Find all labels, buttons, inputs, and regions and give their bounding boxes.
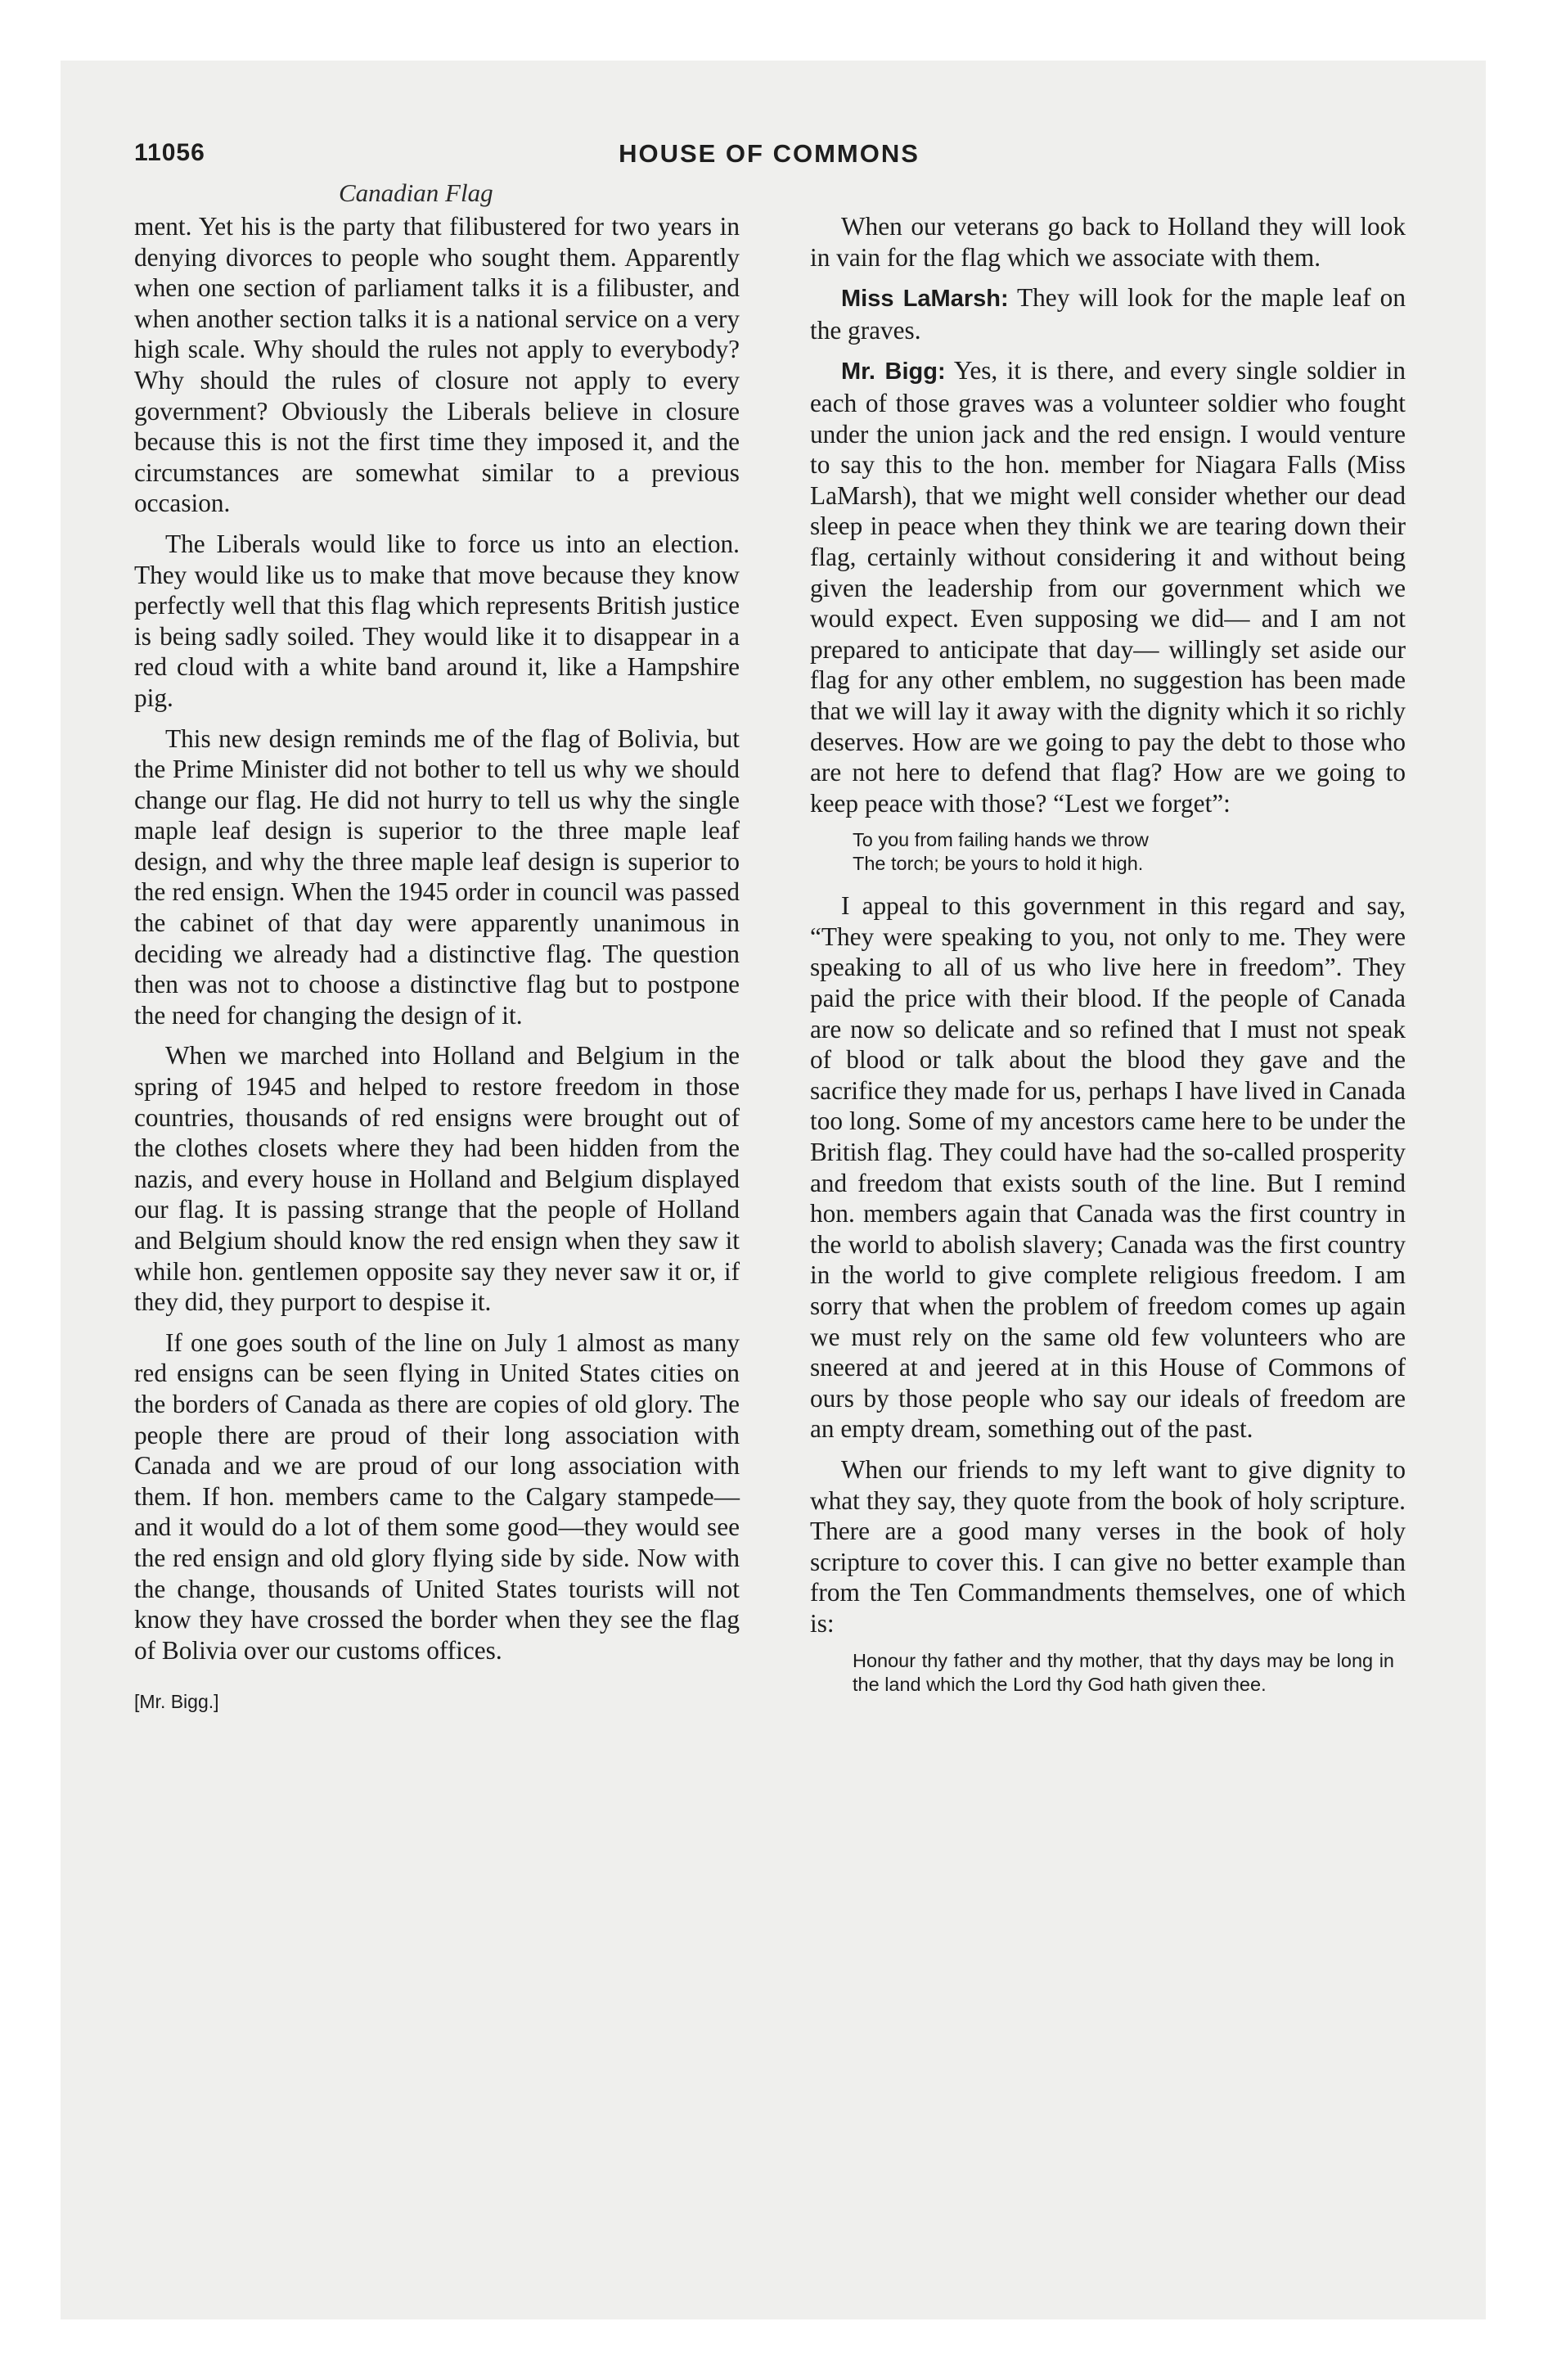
section-title: Canadian Flag [339,178,493,207]
page-header [134,139,1404,185]
running-title: HOUSE OF COMMONS [619,139,920,168]
left-column [134,211,740,1718]
paragraph: When we marched into Holland and Belgium in the spring of 1945 and helped to restore freedom in those countries, thousands of red ensigns were brought out of the clothes closets where they had been hidden from the nazis, and every house in Holland and Belgium displayed our flag. It is passing strange that the people of Holland and Belgium should know the red ensign when they saw it while hon. gentlemen opposite say they never saw it or, if they did, they purport to despise it. [134,1041,740,1317]
speaker-name: Miss LaMarsh: [841,286,1009,313]
paragraph: When our friends to my left want to give dignity to what they say, they quote from the book of holy scripture. There are a good many verses in the book of holy scripture to cover this. I can give no better example than from the Ten Commandments themselves, one of which is: [810,1454,1406,1638]
speaker-name: Mr. Bigg: [841,358,946,385]
paragraph: This new design reminds me of the flag of Bolivia, but the Prime Minister did not bother to tell us why we should change our flag. He did not hurry to tell us why the single maple leaf design is superior to the three maple leaf design, and why the three maple leaf design is superior to the red ensign. When the 1945 order in council was passed the cabinet of that day were apparently unanimous in deciding we already had a distinctive flag. The question then was not to choose a distinctive flag but to postpone the need for changing the design of it. [134,723,740,1030]
speaker-attribution: [Mr. Bigg.] [134,1691,219,1713]
verse-line: The torch; be yours to hold it high. [853,853,1144,875]
right-column [810,211,1406,1711]
speech-text: Yes, it is there, and every single soldier in each of those graves was a volunteer soldier who fought under the union jack and the red ensign. I would venture to say this to the hon. member for Niagara Falls (Miss LaMarsh), that we might well consider whether our dead sleep in peace when they think we are tearing down their flag, certainly without considering it and without being given the leadership from our government which we would expect. Even supposing we did— and I am not prepared to anticipate that day— willingly set aside our flag for any other emblem, no suggestion has been made that we will lay it away with the dignity which it so richly deserves. How are we going to pay the debt to those who are not here to defend that flag? How are we going to keep peace with those? “Lest we forget”: [810,356,1406,818]
paragraph: If one goes south of the line on July 1 almost as many red ensigns can be seen flying in United States cities on the borders of Canada as there are copies of old glory. The people there are proud of their long association with Canada and we are proud of our long association with them. If hon. members came to the Calgary stampede—and it would do a lot of them some good—they would see the red ensign and old glory flying side by side. Now with the change, thousands of United States tourists will not know they have crossed the border when they see the flag of Bolivia over our customs offices. [134,1327,740,1665]
page-number: 11056 [134,139,205,166]
page [61,61,1486,2319]
paragraph: I appeal to this government in this regard and say, “They were speaking to you, not only to me. They were speaking to all of us who live here in freedom”. They paid the price with their blood. If the people of Canada are now so delicate and so refined that I must not speak of blood or talk about the blood they gave and the sacrifice they made for us, perhaps I have lived in Canada too long. Some of my ancestors came here to be under the British flag. They could have had the so-called prosperity and freedom that exists south of the line. But I remind hon. members again that Canada was the first country in the world to abolish slavery; Canada was the first country in the world to give complete religious freedom. I am sorry that when the problem of freedom comes up again we must rely on the same old few volunteers who are sneered at and jeered at in this House of Commons of ours by those people who say our ideals of freedom are an empty dream, something out of the past. [810,891,1406,1444]
verse-line: To you from failing hands we throw [853,829,1149,851]
speech-paragraph [810,355,1406,818]
scripture-quote: Honour thy father and thy mother, that thy days may be long in the land which the Lord thy God hath given thee. [853,1649,1394,1695]
speech-text: They will look for the maple leaf on the graves. [810,283,1406,345]
verse-quote [810,828,1406,876]
paragraph: When our veterans go back to Holland they will look in vain for the flag which we associate with them. [810,212,1406,272]
speech-paragraph [810,282,1406,345]
paragraph: The Liberals would like to force us into an election. They would like us to make that move because they know perfectly well that this flag which represents British justice is being sadly soiled. They would like it to disappear in a red cloud with a white band around it, like a Hampshire pig. [134,529,740,712]
paragraph: ment. Yet his is the party that filibustered for two years in denying divorces to people who sought them. Apparently when one section of parliament talks it is a filibuster, and when another section talks it is a national service on a very high scale. Why should the rules not apply to everybody? Why should the rules of closure not apply to every government? Obviously the Liberals believe in closure because this is not the first time they imposed it, and the circumstances are somewhat similar to a previous occasion. [134,212,740,518]
